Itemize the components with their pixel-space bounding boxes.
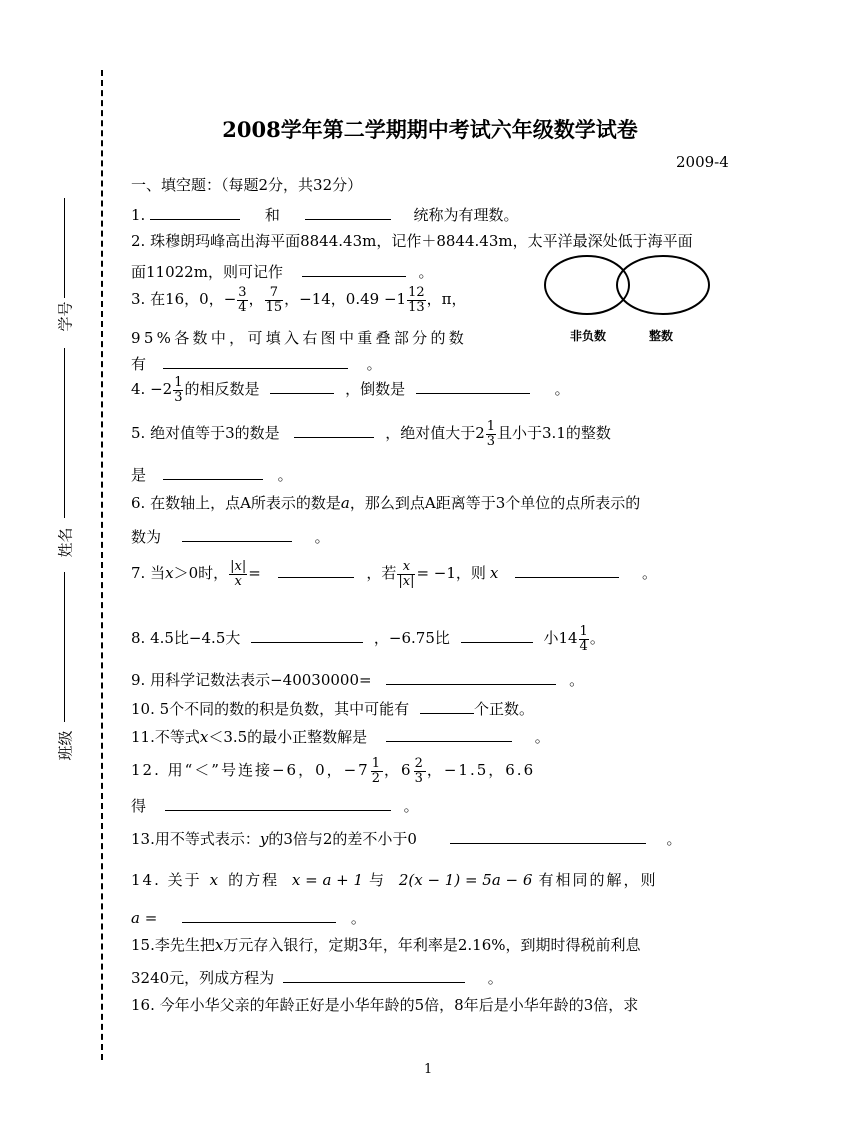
fraction: $\frac{2}{3}$ (414, 756, 425, 786)
question-14-line2: a = 。 (131, 909, 366, 927)
question-11: 11.不等式x＜3.5的最小正整数解是 。 (131, 728, 550, 746)
answer-blank[interactable] (163, 354, 348, 369)
answer-blank[interactable] (278, 563, 354, 578)
question-12-line2: 得 。 (131, 797, 419, 815)
question-4: 4. −2 $\frac{1}{3}$ 的相反数是 ，倒数是 。 (131, 375, 570, 405)
fraction: $\frac{3}{4}$ (238, 285, 247, 315)
question-5-line2: 是 。 (131, 466, 293, 484)
question-6-line1: 6. 在数轴上，点A所表示的数是a，那么到点A距离等于3个单位的点所表示的 (131, 494, 641, 512)
answer-blank[interactable] (283, 968, 465, 983)
student-no-label-wrap (40, 296, 80, 336)
name-label-wrap (40, 522, 80, 562)
question-1: 1. 和 统称为有理数。 (131, 206, 519, 224)
question-9: 9. 用科学记数法表示−40030000= 。 (131, 671, 585, 689)
class-label-wrap (40, 725, 80, 765)
answer-blank[interactable] (182, 908, 336, 923)
exam-date: 2009-4 (676, 153, 729, 171)
answer-blank[interactable] (163, 465, 263, 480)
class-label: 班级 (56, 730, 75, 761)
name-label: 姓名 (56, 527, 75, 558)
question-15-line1: 15.李先生把x万元存入银行，定期3年，年利率是2.16%，到期时得税前利息 (131, 936, 641, 954)
answer-blank[interactable] (461, 628, 533, 643)
venn-label-nonnegative: 非负数 (570, 329, 607, 343)
question-12-line1: 12. 用“＜”号连接−6，0，−7 $\frac{1}{2}$ ，6 $\frac{2}{3}$ ，−1.5，6.6 (131, 756, 536, 786)
answer-blank[interactable] (386, 727, 512, 742)
fraction: $\frac{|x|}{x}$ (230, 559, 247, 589)
answer-blank[interactable] (294, 423, 374, 438)
question-2-line2: 面11022m，则可记作 。 (131, 263, 434, 281)
fraction: $\frac{12}{13}$ (408, 285, 425, 315)
answer-blank[interactable] (165, 796, 391, 811)
answer-blank[interactable] (270, 379, 334, 394)
student-no-line (64, 198, 65, 298)
answer-blank[interactable] (450, 829, 646, 844)
question-14-line1: 14. 关于 x 的方程 x = a + 1 与 2(x − 1) = 5a − 6 有相同的解，则 (131, 871, 658, 889)
fraction: $\frac{1}{4}$ (579, 624, 588, 654)
question-16-line1: 16. 今年小华父亲的年龄正好是小华年龄的5倍，8年后是小华年龄的3倍，求 (131, 996, 639, 1014)
question-10: 10. 5个不同的数的积是负数，其中可能有 个正数。 (131, 700, 534, 718)
answer-blank[interactable] (251, 628, 363, 643)
answer-blank[interactable] (420, 699, 474, 714)
question-3-line3: 有 。 (131, 355, 382, 373)
question-6-line2: 数为 。 (131, 528, 330, 546)
venn-circles (540, 253, 712, 317)
question-5-line1: 5. 绝对值等于3的数是 ，绝对值大于2 $\frac{1}{3}$ 且小于3.1的整数 (131, 419, 611, 449)
page-title: 2008学年第二学期期中考试六年级数学试卷 (222, 117, 638, 142)
question-8: 8. 4.5比−4.5大 ，−6.75比 小14 $\frac{1}{4}$ 。 (131, 624, 605, 654)
name-line (64, 348, 65, 518)
fraction: $\frac{1}{2}$ (371, 756, 383, 786)
answer-blank[interactable] (386, 670, 556, 685)
venn-label-integer: 整数 (649, 329, 674, 343)
question-15-line2: 3240元，列成方程为 。 (131, 969, 503, 987)
fraction: $\frac{x}{|x|}$ (398, 559, 415, 589)
question-2-line1: 2. 珠穆朗玛峰高出海平面8844.43m，记作＋8844.43m，太平洋最深处低于海平面 (131, 232, 693, 250)
answer-blank[interactable] (305, 205, 391, 220)
class-line (64, 572, 65, 722)
binding-dashed-line (101, 70, 103, 1060)
answer-blank[interactable] (150, 205, 240, 220)
fraction: $\frac{1}{3}$ (174, 375, 183, 405)
question-3-line1: 3. 在16，0，− $\frac{3}{4}$ ， $\frac{7}{15}$ ，−14，0.49 −1 $\frac{12}{13}$ ，π， (131, 285, 467, 315)
answer-blank[interactable] (515, 563, 619, 578)
student-no-label: 学号 (56, 301, 75, 332)
answer-blank[interactable] (416, 379, 530, 394)
fraction: $\frac{7}{15}$ (265, 285, 283, 315)
page-number: 1 (424, 1062, 433, 1077)
question-3-line2: 95%各数中，可填入右图中重叠部分的数 (131, 329, 468, 347)
section-heading: 一、填空题：（每题2分，共32分） (131, 176, 363, 194)
fraction: $\frac{1}{3}$ (486, 419, 496, 449)
question-7: 7. 当x＞0时， $\frac{|x|}{x}$ = ，若 $\frac{x}{|x|}$ = −1，则 x 。 (131, 559, 657, 589)
venn-diagram (540, 253, 712, 343)
question-13: 13.用不等式表示：y的3倍与2的差不小于0 。 (131, 830, 682, 848)
answer-blank[interactable] (302, 262, 406, 277)
answer-blank[interactable] (182, 527, 292, 542)
